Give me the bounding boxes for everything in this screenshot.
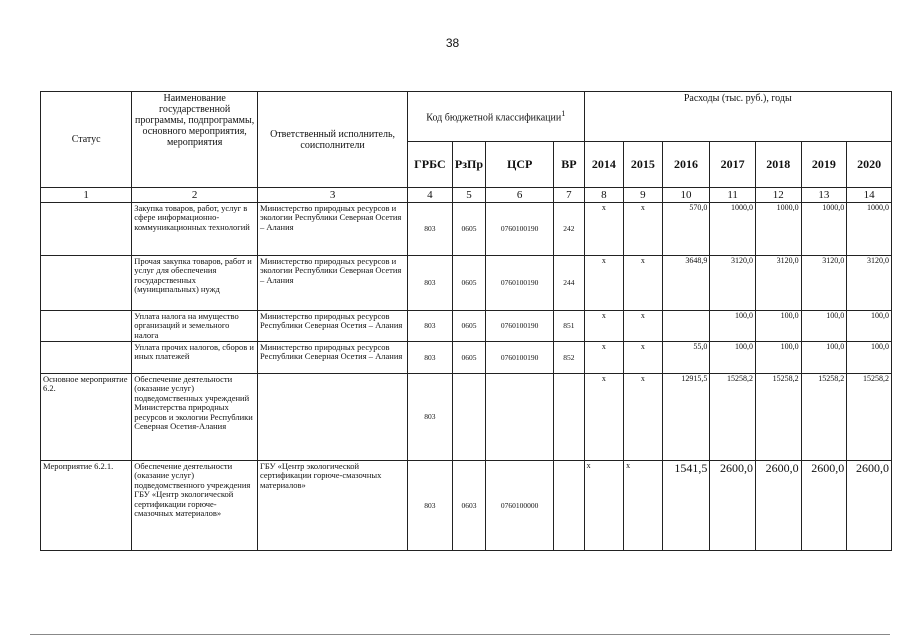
row-grbs: 803 [408,461,453,551]
row-executor: Министерство природных ресурсов и экологии Республики Северная Осетия – Алания [258,203,408,256]
header-year: 2015 [624,142,663,188]
row-value-2014: х [584,342,624,374]
column-number: 3 [258,188,408,203]
row-status [41,342,132,374]
row-value-2017: 2600,0 [710,461,756,551]
row-value-2016: 55,0 [662,342,710,374]
column-number-row [41,188,892,203]
row-rzpr: 0605 [452,256,485,311]
row-rzpr: 0605 [452,342,485,374]
row-vr: 244 [554,256,584,311]
header-vr: ВР [554,142,584,188]
row-executor: Министерство природных ресурсов Республики Северная Осетия – Алания [258,342,408,374]
header-budget-code-label: Код бюджетной классификации [426,112,562,124]
table-row [41,461,892,551]
column-number: 12 [755,188,801,203]
row-value-2017: 3120,0 [710,256,756,311]
page-bottom-divider [30,634,890,635]
row-value-2017: 15258,2 [710,374,756,461]
column-number: 6 [486,188,554,203]
header-rzpr: РзПр [452,142,485,188]
column-number: 2 [132,188,258,203]
row-value-2018: 3120,0 [755,256,801,311]
row-value-2018: 15258,2 [755,374,801,461]
column-number: 8 [584,188,624,203]
row-value-2018: 100,0 [755,342,801,374]
row-value-2016: 12915,5 [662,374,710,461]
header-status: Статус [41,92,132,188]
row-value-2015: х [624,203,663,256]
row-grbs: 803 [408,374,453,461]
column-number: 13 [801,188,847,203]
row-value-2020: 100,0 [847,311,892,342]
row-value-2019: 3120,0 [801,256,847,311]
column-number: 10 [662,188,710,203]
row-executor: Министерство природных ресурсов и экологии Республики Северная Осетия – Алания [258,256,408,311]
row-status: Мероприятие 6.2.1. [41,461,132,551]
row-grbs: 803 [408,256,453,311]
row-value-2017: 1000,0 [710,203,756,256]
row-value-2019: 100,0 [801,342,847,374]
column-number: 4 [408,188,453,203]
header-year: 2020 [847,142,892,188]
header-budget-code [408,92,584,142]
header-csr: ЦСР [486,142,554,188]
row-value-2020: 2600,0 [847,461,892,551]
header-grbs: ГРБС [408,142,453,188]
row-value-2016: 3648,9 [662,256,710,311]
row-vr [554,461,584,551]
row-value-2019: 1000,0 [801,203,847,256]
row-csr: 0760100000 [486,461,554,551]
row-vr: 242 [554,203,584,256]
budget-table [40,91,892,551]
row-csr: 0760100190 [486,342,554,374]
row-csr: 0760100190 [486,256,554,311]
row-value-2014: х [584,203,624,256]
row-status: Основное мероприятие 6.2. [41,374,132,461]
row-vr [554,374,584,461]
row-name: Обеспечение деятельности (оказание услуг) подведомственных учреждений Министерства природных ресурсов и экологии Республики Северная Осетия-Алания [132,374,258,461]
row-vr: 851 [554,311,584,342]
row-value-2018: 2600,0 [755,461,801,551]
row-csr: 0760100190 [486,311,554,342]
row-value-2014: х [584,256,624,311]
row-grbs: 803 [408,311,453,342]
column-number: 5 [452,188,485,203]
row-status [41,203,132,256]
header-year: 2018 [755,142,801,188]
table-row [41,256,892,311]
row-rzpr: 0603 [452,461,485,551]
row-value-2015: х [624,461,663,551]
table-row [41,374,892,461]
column-number: 9 [624,188,663,203]
row-value-2015: х [624,374,663,461]
row-csr: 0760100190 [486,203,554,256]
row-value-2018: 1000,0 [755,203,801,256]
column-number: 14 [847,188,892,203]
row-name: Прочая закупка товаров, работ и услуг для обеспечения государственных (муниципальных) нужд [132,256,258,311]
row-executor [258,374,408,461]
header-year: 2014 [584,142,624,188]
row-name: Уплата прочих налогов, сборов и иных платежей [132,342,258,374]
row-rzpr: 0605 [452,311,485,342]
table-row [41,203,892,256]
row-grbs: 803 [408,203,453,256]
row-value-2015: х [624,311,663,342]
row-status [41,311,132,342]
row-value-2019: 15258,2 [801,374,847,461]
header-executor: Ответственный исполнитель, соисполнители [258,92,408,188]
row-value-2014: х [584,311,624,342]
row-value-2020: 100,0 [847,342,892,374]
column-number: 7 [554,188,584,203]
header-year: 2017 [710,142,756,188]
row-name: Обеспечение деятельности (оказание услуг) подведомственного учреждения ГБУ «Центр экологической сертификации горюче-смазочных материалов» [132,461,258,551]
row-executor: Министерство природных ресурсов Республики Северная Осетия – Алания [258,311,408,342]
row-grbs: 803 [408,342,453,374]
row-rzpr: 0605 [452,203,485,256]
row-value-2016 [662,311,710,342]
header-expenses: Расходы (тыс. руб.), годы [584,92,891,142]
row-status [41,256,132,311]
row-value-2017: 100,0 [710,342,756,374]
row-value-2020: 1000,0 [847,203,892,256]
row-vr: 852 [554,342,584,374]
row-value-2017: 100,0 [710,311,756,342]
row-value-2020: 15258,2 [847,374,892,461]
page-number: 38 [445,36,460,50]
column-number: 1 [41,188,132,203]
row-executor: ГБУ «Центр экологической сертификации горюче-смазочных материалов» [258,461,408,551]
row-value-2018: 100,0 [755,311,801,342]
header-year: 2019 [801,142,847,188]
table-row [41,311,892,342]
row-value-2015: х [624,342,663,374]
row-csr [486,374,554,461]
header-budget-code-sup: 1 [561,109,566,119]
header-name: Наименование государственной программы, подпрограммы, основного мероприятия, мероприятия [132,92,258,188]
row-value-2014: х [584,374,624,461]
row-value-2019: 2600,0 [801,461,847,551]
row-value-2014: х [584,461,624,551]
row-value-2016: 1541,5 [662,461,710,551]
row-rzpr [452,374,485,461]
row-name: Закупка товаров, работ, услуг в сфере информационно-коммуникационных технологий [132,203,258,256]
column-number: 11 [710,188,756,203]
row-value-2015: х [624,256,663,311]
row-value-2020: 3120,0 [847,256,892,311]
header-year: 2016 [662,142,710,188]
row-name: Уплата налога на имущество организаций и земельного налога [132,311,258,342]
header-row-1 [41,92,892,142]
table-row [41,342,892,374]
row-value-2016: 570,0 [662,203,710,256]
row-value-2019: 100,0 [801,311,847,342]
